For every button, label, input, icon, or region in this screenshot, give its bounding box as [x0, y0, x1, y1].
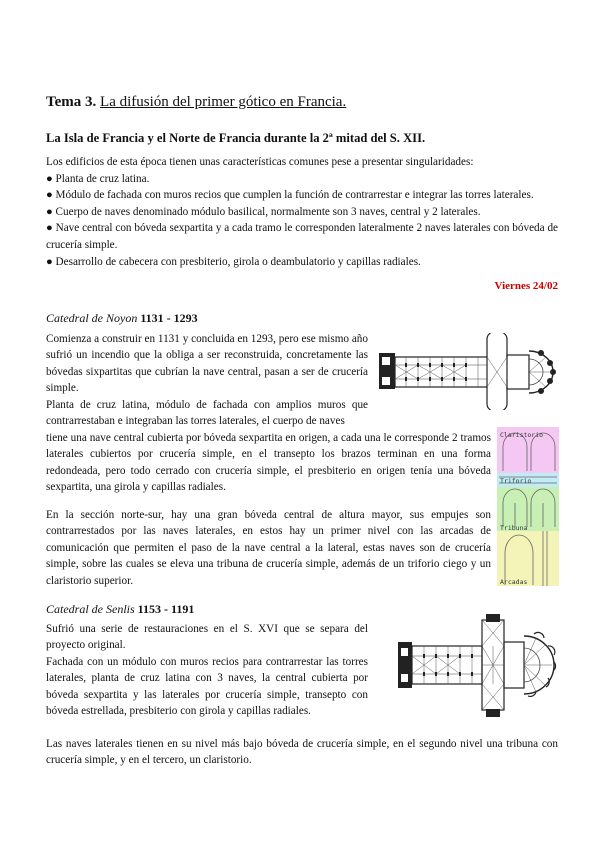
- tema-title: La difusión del primer gótico en Francia.: [100, 94, 347, 110]
- noyon-paragraph-2a: Planta de cruz latina, módulo de fachada con amplios muros que contrarrestaban e integraban las torres laterales, el cuerpo de naves: [46, 399, 368, 428]
- noyon-paragraph-1: Comienza a construir en 1131 y concluida en 1293, pero ese mismo año sufrió un incendio que la obliga a ser reconstruida, concretamente las bóvedas sixpartitas que cubrían la nave central, pasan a ser de crucería simple.: [46, 333, 368, 395]
- senlis-name: Catedral de Senlis: [46, 602, 135, 616]
- noyon-elevation-section: [497, 427, 559, 586]
- section-heading: La Isla de Francia y el Norte de Francia durante la 2ª mitad del S. XII.: [46, 131, 426, 145]
- senlis-paragraph-2: Fachada con un módulo con muros recios para contrarrestar las torres laterales, planta de cruz latina con 3 naves, la central cubierta por bóveda sexpartita y las laterales por crucería simple, transepto con bóveda estrellada, presbiterio con girola y capillas radiales.: [46, 656, 368, 718]
- noyon-dates: 1131 - 1293: [140, 311, 198, 325]
- senlis-dates: 1153 - 1191: [137, 602, 195, 616]
- senlis-paragraph-3: Las naves laterales tienen en su nivel más bajo bóveda de crucería simple, en el segundo nivel una tribuna con crucería simple, y en el tercero, un claristorio.: [46, 738, 558, 767]
- senlis-paragraph-1: Sufrió una serie de restauraciones en el S. XVI que se separa del proyecto original.: [46, 623, 368, 652]
- label-triforio: Triforio: [500, 477, 532, 485]
- label-arcadas: Arcadas: [500, 578, 528, 586]
- page-title: [46, 93, 346, 111]
- intro-block: [46, 154, 558, 270]
- label-claristorio: Claristorio: [500, 431, 544, 439]
- tema-label: Tema 3.: [46, 94, 97, 110]
- noyon-paragraph-3: En la sección norte-sur, hay una gran bóveda central de altura mayor, sus empujes son contrarrestados por las naves laterales, en estos hay un primer nivel con las arcadas de comunicación que permiten el paso de la nave central a la lateral, estas naves son de crucería simple, sobre las cuales se eleva una tribuna de crucería simple, además de un triforio ciego y un claristorio superior.: [46, 509, 491, 587]
- noyon-name: Catedral de Noyon: [46, 311, 138, 325]
- noyon-paragraph-2b: tiene una nave central cubierta por bóveda sexpartita en origen, a cada una le corresponde 2 tramos laterales cubiertos por crucería simple, en el transepto los brazos terminan en una forma redondeada, pero todo cerrado con crucería simple, el presbiterio en origen tenía una bóveda sexpartita, una girola y capillas radiales.: [46, 432, 491, 494]
- intro-bullet: ● Nave central con bóveda sexpartita y a cada tramo le corresponden lateralmente 2 naves laterales con bóveda de crucería simple.: [46, 222, 558, 251]
- noyon-floor-plan: [376, 333, 559, 410]
- intro-bullet: ● Planta de cruz latina.: [46, 172, 150, 185]
- intro-bullet: ● Cuerpo de naves denominado módulo basilical, normalmente son 3 naves, central y 2 laterales.: [46, 205, 481, 218]
- senlis-heading: [46, 602, 194, 617]
- intro-bullet: ● Desarrollo de cabecera con presbiterio, girola o deambulatorio y capillas radiales.: [46, 255, 421, 268]
- intro-lead: Los edificios de esta época tienen unas características comunes pese a presentar singularidades:: [46, 156, 474, 168]
- noyon-heading: [46, 311, 198, 326]
- label-tribuna: Tribuna: [500, 524, 528, 532]
- intro-bullet: ● Módulo de fachada con muros recios que cumplen la función de contrarrestar e integrar las torres laterales.: [46, 189, 534, 202]
- senlis-floor-plan: [396, 612, 560, 719]
- date-note: Viernes 24/02: [494, 280, 558, 292]
